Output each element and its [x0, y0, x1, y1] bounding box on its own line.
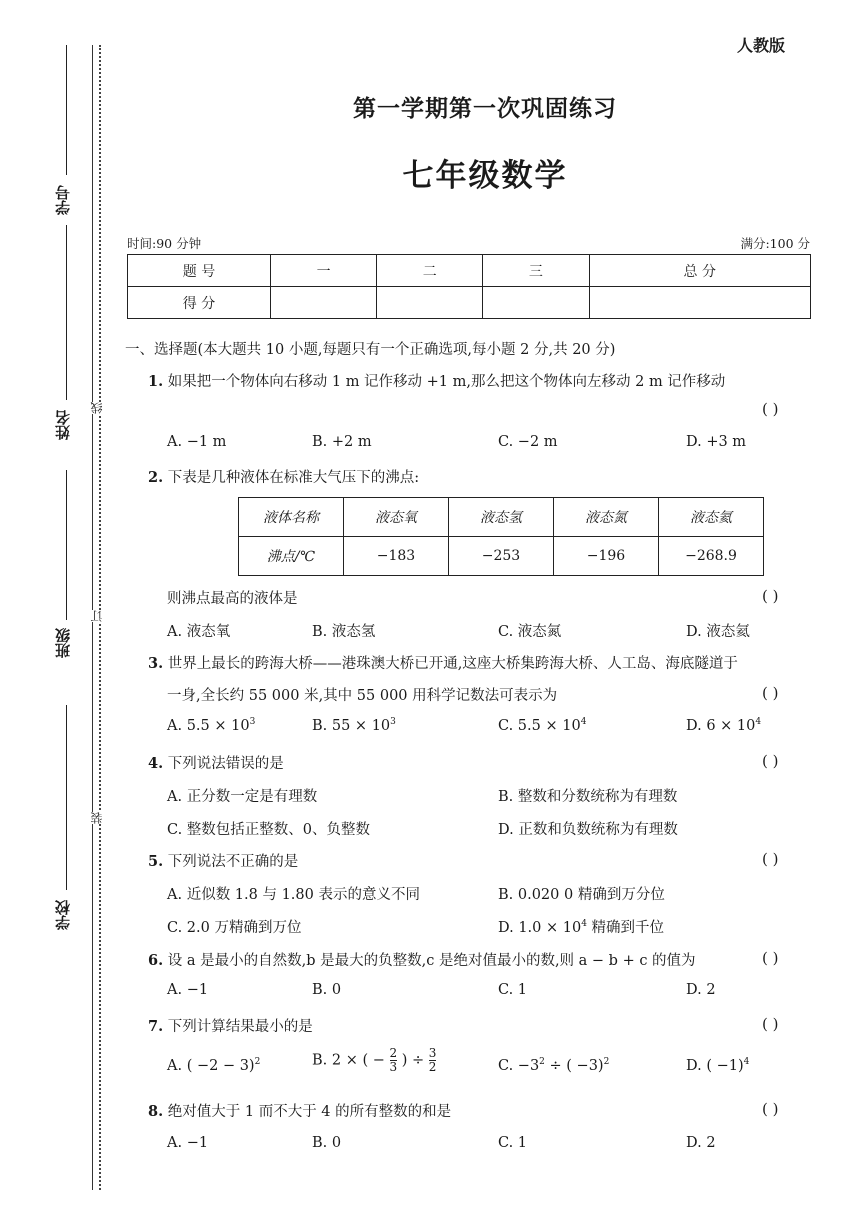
question-text: 绝对值大于 1 而不大于 4 的所有整数的和是 — [167, 1104, 452, 1120]
question-text: 下列说法错误的是 — [167, 756, 284, 772]
student-id-label: 学号 — [54, 185, 72, 215]
question-text: 下表是几种液体在标准大气压下的沸点: — [167, 470, 420, 486]
fraction — [429, 1047, 437, 1074]
time-limit: 时间:90 分钟 — [127, 236, 202, 251]
question-number: 3. — [148, 655, 164, 672]
question-3 — [148, 652, 738, 673]
option-c — [498, 717, 586, 734]
option-d: D. 液态氦 — [686, 624, 750, 640]
denominator: 2 — [428, 1060, 437, 1074]
question-number: 5. — [148, 853, 164, 870]
question-1 — [148, 370, 725, 391]
exponent: 4 — [581, 919, 587, 930]
table-cell: 液态氢 — [449, 498, 554, 537]
name-field — [66, 225, 67, 400]
option-c: C. 液态氮 — [498, 624, 562, 640]
option-text: B. 2 × ( − — [312, 1052, 385, 1069]
question-text: 则沸点最高的液体是 — [167, 591, 298, 607]
table-cell: −268.9 — [659, 537, 764, 576]
numerator: 3 — [428, 1046, 437, 1060]
option-b: B. 0 — [312, 1135, 342, 1151]
exponent: 4 — [755, 717, 762, 727]
option-c: C. 2.0 万精确到万位 — [167, 920, 302, 936]
score-header-cell: 二 — [377, 255, 483, 287]
score-header-cell: 总 分 — [589, 255, 810, 287]
score-row-label: 得 分 — [128, 287, 271, 319]
option-text: A. ( −2 − 3) — [167, 1057, 255, 1074]
option-b: B. 整数和分数统称为有理数 — [498, 789, 678, 805]
option-d — [686, 717, 761, 734]
option-a — [167, 717, 255, 734]
option-b: B. 液态氢 — [312, 624, 376, 640]
table-cell: 沸点/℃ — [239, 537, 344, 576]
question-4 — [148, 752, 284, 773]
score-header-cell: 一 — [271, 255, 377, 287]
option-b: B. +2 m — [312, 434, 372, 450]
exponent: 4 — [743, 1057, 750, 1067]
option-text: C. −3 — [498, 1057, 540, 1074]
option-text: ÷ ( −3) — [544, 1057, 604, 1074]
cut-mark-line: 线 — [90, 402, 104, 414]
question-text: 设 a 是最小的自然数,b 是最大的负整数,c 是绝对值最小的数,则 a − b + c 的值为 — [167, 953, 696, 969]
name-label: 姓名 — [54, 410, 72, 440]
section-heading: 一、选择题(本大题共 10 小题,每题只有一个正确选项,每小题 2 分,共 20 分) — [125, 342, 616, 358]
option-a: A. 液态氧 — [167, 624, 231, 640]
question-7 — [148, 1015, 313, 1036]
question-6 — [148, 949, 696, 970]
answer-blank[interactable]: ( ) — [762, 400, 779, 418]
option-c: C. −2 m — [498, 434, 558, 450]
option-a: A. 正分数一定是有理数 — [167, 789, 318, 805]
score-header-cell: 三 — [483, 255, 589, 287]
question-number: 1. — [148, 373, 164, 390]
score-header-cell: 题 号 — [128, 255, 271, 287]
school-field — [66, 705, 67, 890]
score-table — [127, 254, 811, 319]
answer-blank[interactable]: ( ) — [762, 684, 779, 702]
fraction — [390, 1047, 398, 1074]
answer-blank[interactable]: ( ) — [762, 1015, 779, 1033]
option-c: C. 1 — [498, 1135, 528, 1151]
option-c: C. 1 — [498, 982, 528, 998]
option-text: D. 1.0 × 10 — [498, 920, 582, 936]
page-subtitle: 七年级数学 — [402, 158, 568, 194]
option-d: D. 正数和负数统称为有理数 — [498, 822, 678, 838]
table-cell: −196 — [554, 537, 659, 576]
exponent: 3 — [249, 717, 256, 727]
table-cell: 液态氮 — [554, 498, 659, 537]
question-number: 7. — [148, 1018, 164, 1035]
option-d — [686, 1057, 749, 1074]
answer-blank[interactable]: ( ) — [762, 752, 779, 770]
option-a: A. −1 m — [167, 434, 227, 450]
school-label: 学校 — [54, 900, 72, 930]
cut-mark-order: 订 — [90, 610, 104, 622]
table-cell: 液体名称 — [239, 498, 344, 537]
answer-blank[interactable]: ( ) — [762, 850, 779, 868]
class-field — [66, 470, 67, 620]
option-c — [498, 1057, 609, 1074]
exponent: 3 — [390, 717, 396, 727]
table-cell: −183 — [344, 537, 449, 576]
question-text: 世界上最长的跨海大桥——港珠澳大桥已开通,这座大桥集跨海大桥、人工岛、海底隧道于 — [167, 656, 738, 672]
question-text: 如果把一个物体向右移动 1 m 记作移动 +1 m,那么把这个物体向左移动 2 m 记作移动 — [167, 374, 726, 390]
question-number: 2. — [148, 469, 164, 486]
score-input-cell[interactable] — [271, 287, 377, 319]
answer-blank[interactable]: ( ) — [762, 949, 779, 967]
question-number: 6. — [148, 952, 164, 969]
exponent: 2 — [603, 1057, 610, 1067]
option-text: A. 5.5 × 10 — [167, 717, 250, 734]
option-b — [312, 717, 396, 734]
score-input-cell[interactable] — [483, 287, 589, 319]
full-score: 满分:100 分 — [740, 236, 810, 251]
denominator: 3 — [389, 1060, 398, 1074]
option-a: A. 近似数 1.8 与 1.80 表示的意义不同 — [167, 887, 420, 903]
exponent: 2 — [539, 1057, 545, 1067]
option-text: D. 6 × 10 — [686, 717, 756, 734]
class-label: 班级 — [54, 628, 72, 658]
score-input-cell[interactable] — [589, 287, 810, 319]
option-text: ) ÷ — [401, 1052, 425, 1069]
option-a: A. −1 — [167, 982, 209, 998]
answer-blank[interactable]: ( ) — [762, 587, 779, 605]
boiling-point-table — [238, 497, 764, 576]
answer-blank[interactable]: ( ) — [762, 1100, 779, 1118]
option-b — [312, 1047, 436, 1074]
option-d — [498, 916, 664, 937]
exponent: 4 — [580, 717, 587, 727]
question-number: 4. — [148, 755, 164, 772]
question-text: 一身,全长约 55 000 米,其中 55 000 用科学记数法可表示为 — [167, 688, 558, 704]
question-8 — [148, 1100, 451, 1121]
option-b: B. 0.020 0 精确到万分位 — [498, 887, 665, 903]
table-cell: 液态氧 — [344, 498, 449, 537]
option-text: B. 55 × 10 — [312, 717, 391, 734]
option-b: B. 0 — [312, 982, 342, 998]
edition-label: 人教版 — [736, 36, 785, 55]
option-d: D. 2 — [686, 982, 716, 998]
score-input-cell[interactable] — [377, 287, 483, 319]
page-title: 第一学期第一次巩固练习 — [353, 96, 617, 122]
option-text: 精确到千位 — [586, 920, 665, 936]
table-cell: 液态氦 — [659, 498, 764, 537]
question-text: 下列说法不正确的是 — [167, 854, 299, 870]
option-a: A. −1 — [167, 1135, 209, 1151]
exponent: 2 — [254, 1057, 261, 1067]
option-c: C. 整数包括正整数、0、负整数 — [167, 822, 371, 838]
option-text: D. ( −1) — [686, 1057, 744, 1074]
question-number: 8. — [148, 1103, 164, 1120]
cut-mark-bind: 装 — [90, 812, 104, 824]
option-a — [167, 1057, 260, 1074]
question-5 — [148, 850, 298, 871]
option-d: D. +3 m — [686, 434, 747, 450]
table-cell: −253 — [449, 537, 554, 576]
option-text: C. 5.5 × 10 — [498, 717, 581, 734]
student-id-field — [66, 45, 67, 175]
option-d: D. 2 — [686, 1135, 716, 1151]
question-2 — [148, 466, 419, 487]
question-text: 下列计算结果最小的是 — [167, 1019, 313, 1035]
numerator: 2 — [389, 1046, 398, 1060]
